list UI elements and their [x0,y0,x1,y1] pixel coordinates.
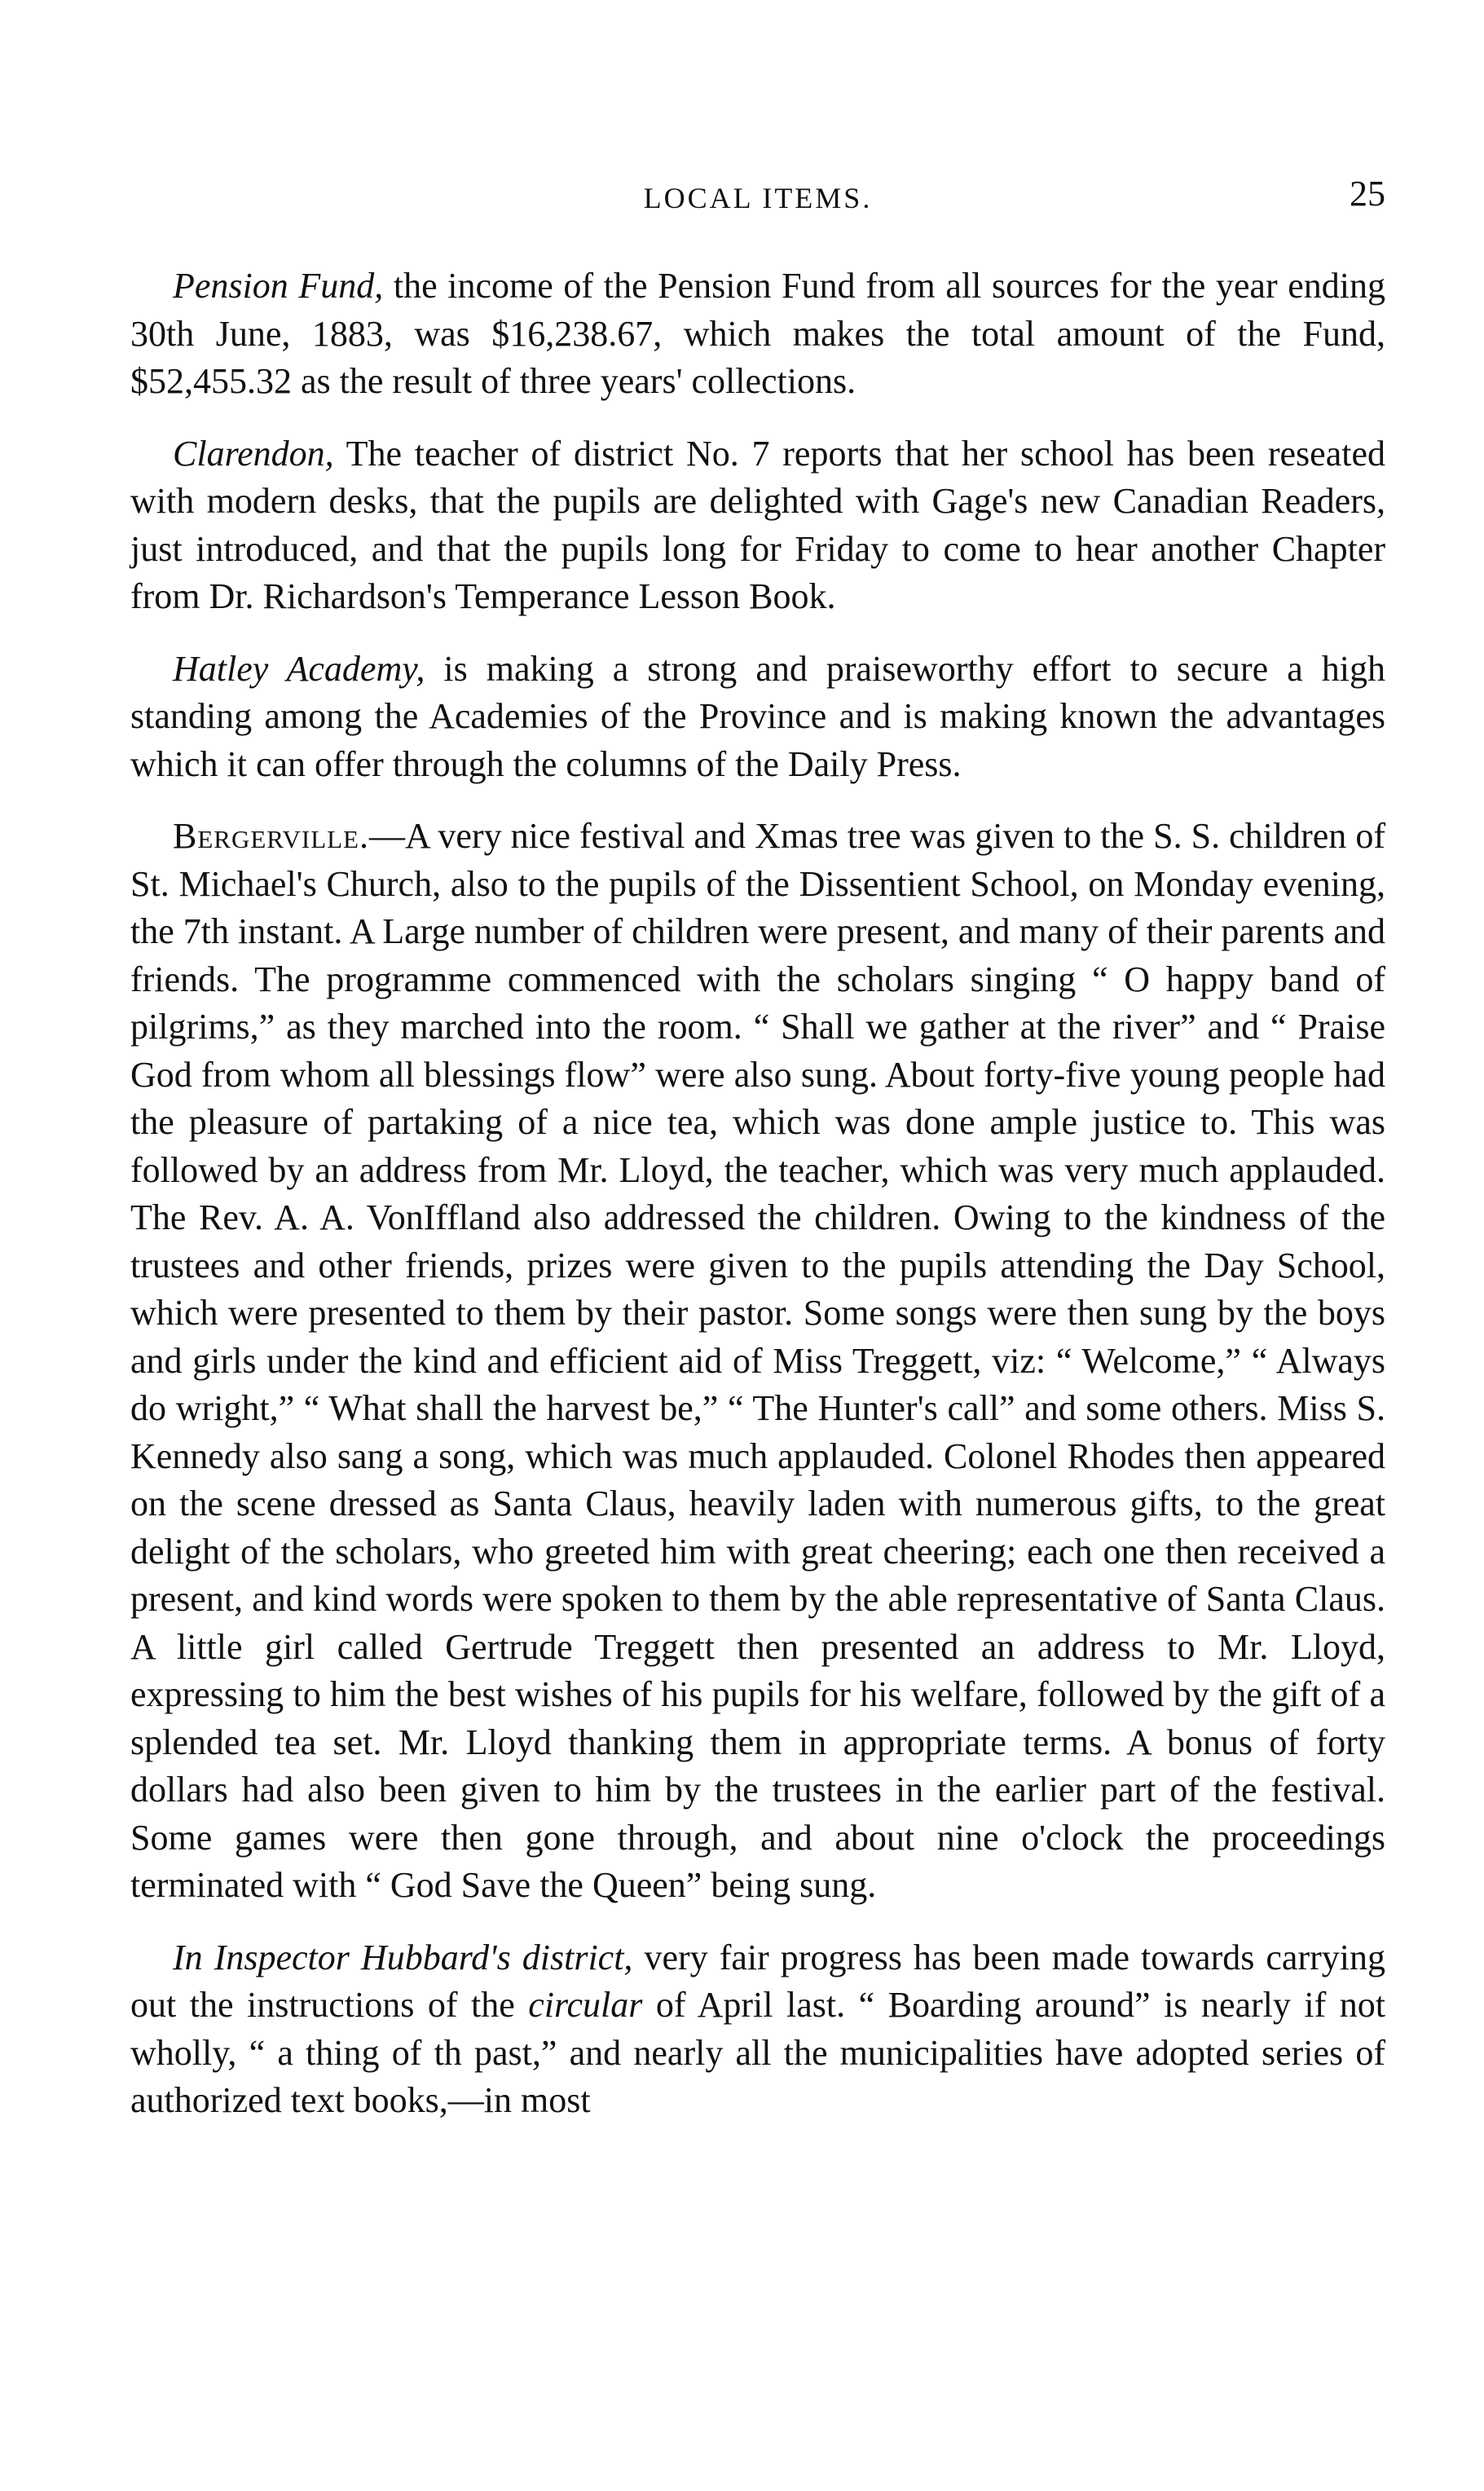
paragraph-text: the income of the Pension Fund from all sources for the year ending 30th June, 1883, was $16,238.67, which makes the total amount of the Fund, $52,455.32 as the result of three years' collections. [130,266,1385,401]
running-header [130,163,1385,220]
paragraph-lead: In Inspector Hubbard's district, [173,1937,633,1977]
paragraph-lead: Bergerville. [173,816,369,856]
paragraph-emphasis: circular [528,1985,643,2025]
body-text [130,262,1385,2125]
paragraph-lead: Clarendon, [173,433,334,474]
paragraph-lead: Pension Fund, [173,266,384,306]
paragraph-bergerville [130,813,1385,1910]
paragraph-hubbard-district [130,1934,1385,2125]
page-number: 25 [1350,174,1385,214]
document-page [130,163,1385,2149]
running-title: LOCAL ITEMS. [643,182,873,214]
paragraph-text: very fair progress has been made towards carrying out the instructions of the [130,1937,1385,2025]
paragraph-clarendon [130,430,1385,621]
paragraph-text: is making a strong and praiseworthy effort to secure a high standing among the Academies of the Province and is making known the advantages which it can offer through the columns of the Daily Press. [130,648,1385,784]
paragraph-lead: Hatley Academy, [173,648,425,689]
paragraph-pension-fund [130,262,1385,406]
paragraph-text: The teacher of district No. 7 reports that her school has been reseated with modern desks, that the pupils are delighted with Gage's new Canadian Readers, just introduced, and that the pupils long for Friday to come to hear another Chapter from Dr. Richardson's Temperance Lesson Book. [130,433,1385,616]
paragraph-text: —A very nice festival and Xmas tree was given to the S. S. children of St. Michael's Church, also to the pupils of the Dissentient School, on Monday evening, the 7th instant. A Large number of children were present, and many of their parents and friends. The programme commenced with the scholars singing “ O happy band of pilgrims,” as they marched into the room. “ Shall we gather at the river” and “ Praise God from whom all blessings flow” were also sung. About forty-five young people had the pleasure of partaking of a nice tea, which was done ample justice to. This was followed by an address from Mr. Lloyd, the teacher, which was very much applauded. The Rev. A. A. VonIffland also addressed the children. Owing to the kindness of the trustees and other friends, prizes were given to the pupils attending the Day School, which were presented to them by their pastor. Some songs were then sung by the boys and girls under the kind and efficient aid of Miss Treggett, viz: “ Welcome,” “ Always do wright,” “ What shall the harvest be,” “ The Hunter's call” and some others. Miss S. Kennedy also sang a song, which was much applauded. Colonel Rhodes then appeared on the scene dressed as Santa Claus, heavily laden with numerous gifts, to the great delight of the scholars, who greeted him with great cheering; each one then received a present, and kind words were spoken to them by the able representative of Santa Claus. A little girl called Gertrude Treggett then presented an address to Mr. Lloyd, expressing to him the best wishes of his pupils for his welfare, followed by the gift of a splended tea set. Mr. Lloyd thanking them in appropriate terms. A bonus of forty dollars had also been given to him by the trustees in the earlier part of the festival. Some games were then gone through, and about nine o'clock the proceedings terminated with “ God Save the Queen” being sung. [130,816,1385,1905]
paragraph-text: of April last. “ Boarding around” is nearly if not wholly, “ a thing of th past,” and nearly all the municipalities have adopted series of authorized text books,—in most [130,1985,1385,2120]
paragraph-hatley-academy [130,646,1385,789]
